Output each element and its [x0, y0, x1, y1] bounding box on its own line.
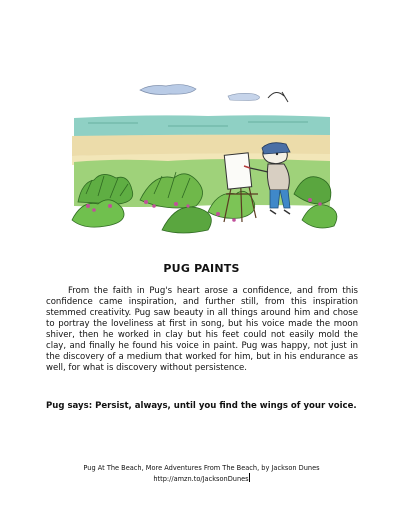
pug-says-quote: Pug says: Persist, always, until you find the wings of your voice. — [46, 401, 357, 411]
beach-illustration — [58, 44, 345, 244]
story-paragraph: From the faith in Pug's heart arose a confidence, and from this confidence came inspiration, and further still, from this inspiration stemmed creativity. Pug saw beauty in all things around him and chose to portray the loveliness at first in song, but his voice made the moon shiver, then he worked in clay but his feet could not easily mold the clay, and finally he found his voice in paint. Pug was happy, not just in the discovery of a medium that worked for him, but in his endurance as well, for what is discovery without persistence. — [46, 286, 358, 373]
canvas-board — [224, 153, 251, 189]
text-cursor — [249, 473, 250, 482]
amazon-link[interactable]: http://amzn.to/JacksonDunes — [153, 475, 249, 483]
cloud-right — [228, 93, 260, 100]
sand — [72, 135, 330, 156]
page-title: PUG PAINTS — [163, 262, 240, 275]
cloud-left — [140, 85, 196, 95]
kite-icon — [268, 92, 288, 102]
footer-book-credit: Pug At The Beach, More Adventures From The Beach, by Jackson Dunes — [83, 464, 320, 472]
footer-link-line — [0, 473, 403, 484]
footer — [0, 463, 403, 484]
